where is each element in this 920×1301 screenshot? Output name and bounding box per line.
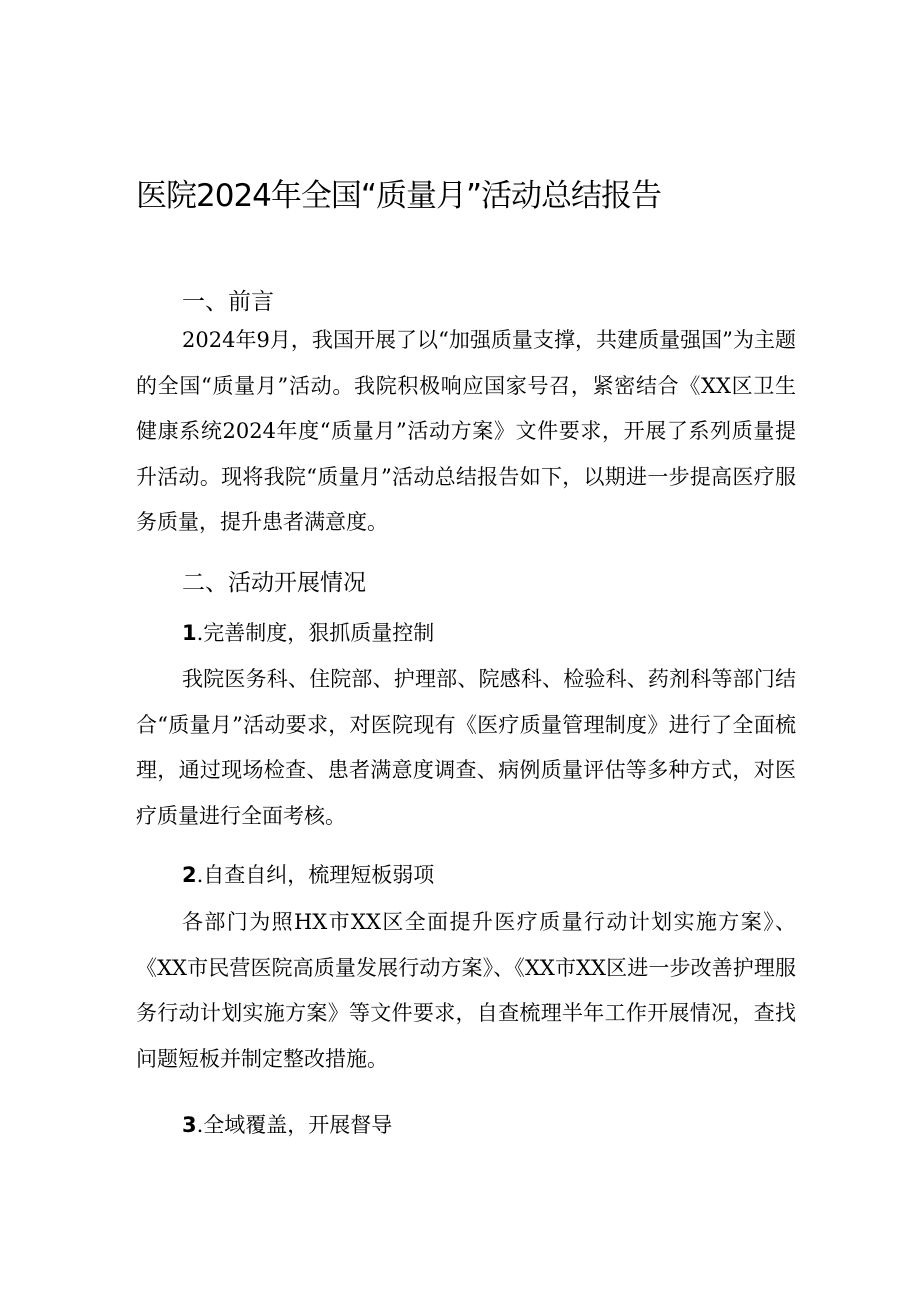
subsection-heading-1	[182, 617, 434, 647]
subsection-heading-3	[182, 1109, 392, 1139]
section-heading-preface: 一、前言	[182, 289, 274, 315]
subsection-2-paragraph: 各部门为照HX市XX区全面提升医疗质量行动计划实施方案》、《XX市民营医院高质量发展行动方案》、《XX市XX区进一步改善护理服务行动计划实施方案》等文件要求，自查梳理半年工作开展情况，查找问题短板并制定整改措施。	[136, 910, 796, 1071]
section-heading-activities: 二、活动开展情况	[182, 570, 366, 596]
subsection-number: 1	[182, 621, 197, 645]
subsection-title: .完善制度，狠抓质量控制	[196, 621, 435, 645]
subsection-1-paragraph: 我院医务科、住院部、护理部、院感科、检验科、药剂科等部门结合“质量月”活动要求，对医院现有《医疗质量管理制度》进行了全面梳理，通过现场检查、患者满意度调查、病例质量评估等多种方式，对医疗质量进行全面考核。	[136, 667, 796, 828]
subsection-number: 2	[182, 863, 197, 887]
subsection-title: .自查自纠，梳理短板弱项	[196, 863, 435, 887]
preface-paragraph: 2024年9月，我国开展了以“加强质量支撑，共建质量强国”为主题的全国“质量月”活动。我院积极响应国家号召，紧密结合《XX区卫生健康系统2024年度“质量月”活动方案》文件要求，开展了系列质量提升活动。现将我院“质量月”活动总结报告如下，以期进一步提高医疗服务质量，提升患者满意度。	[136, 328, 796, 534]
document-title: 医院2024年全国“质量月”活动总结报告	[136, 178, 662, 214]
subsection-title: .全域覆盖，开展督导	[196, 1113, 393, 1137]
subsection-heading-2	[182, 859, 434, 889]
subsection-number: 3	[182, 1113, 197, 1137]
